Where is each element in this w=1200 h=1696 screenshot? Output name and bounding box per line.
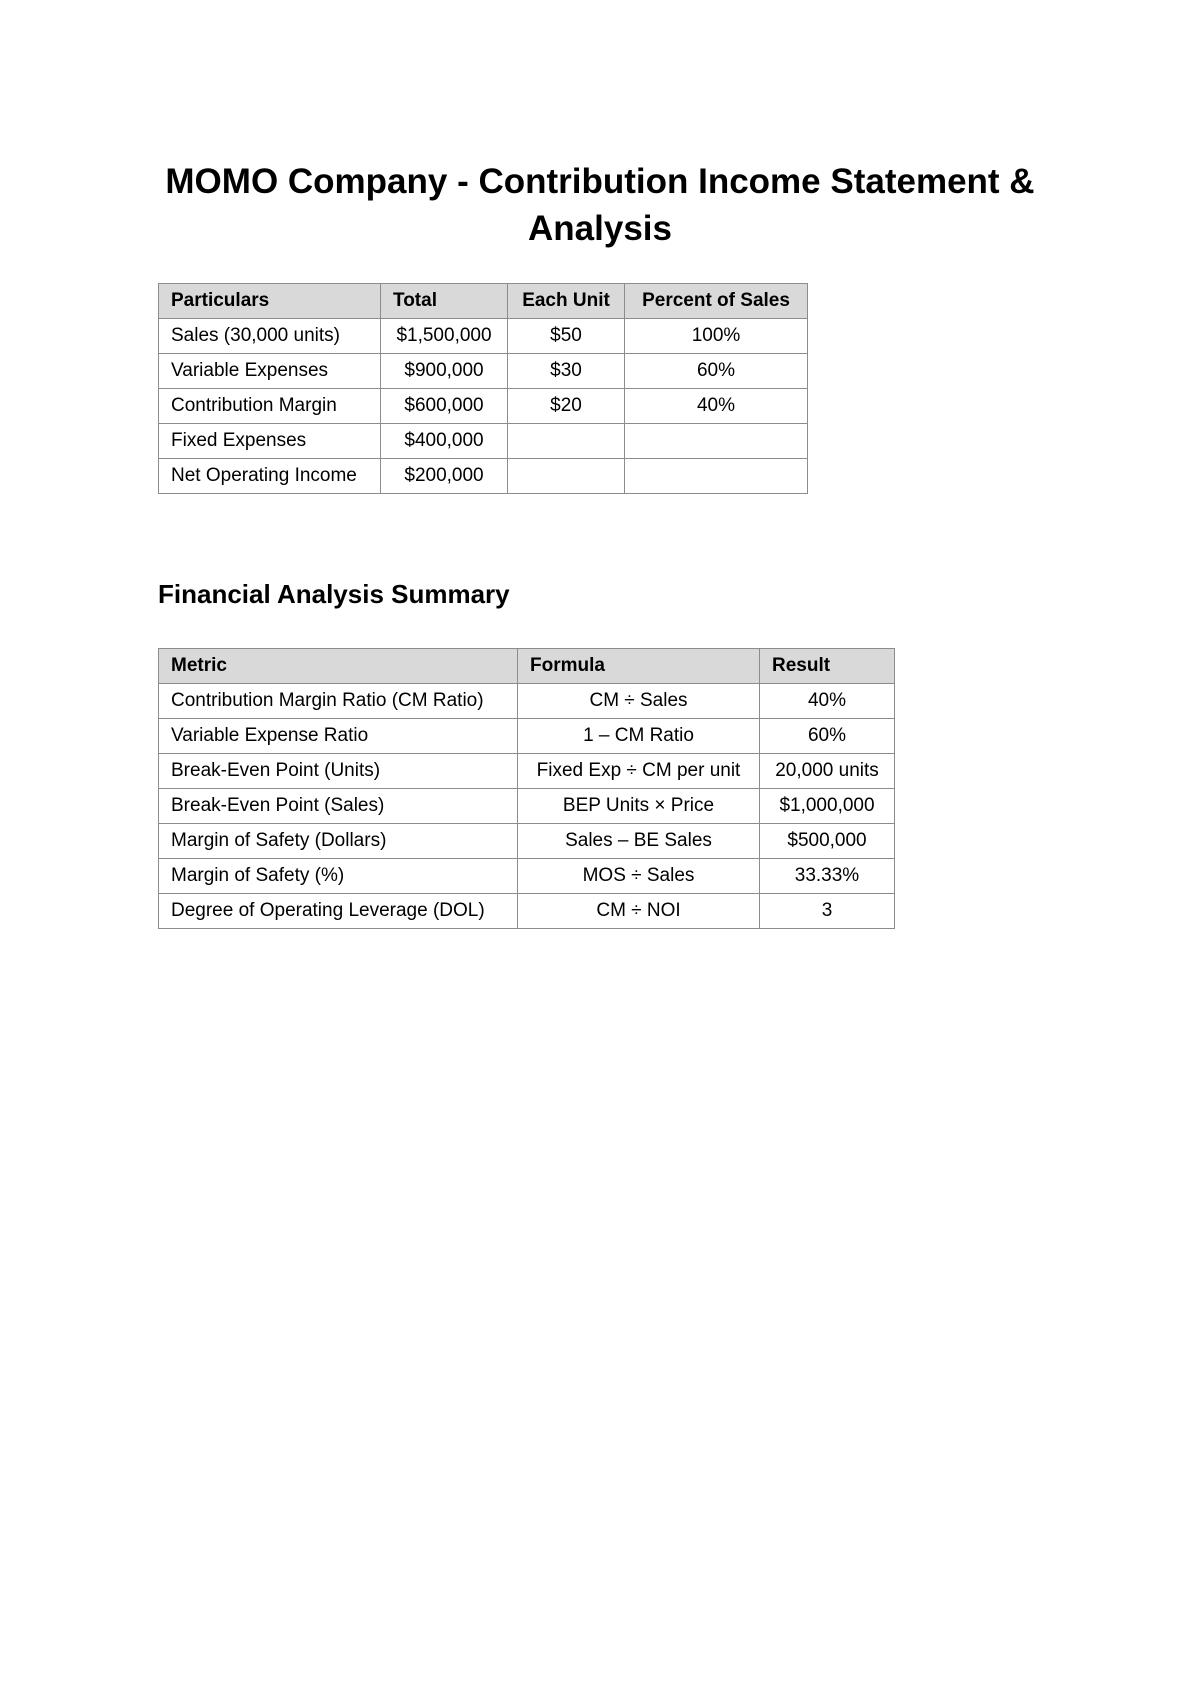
metric-cell: Degree of Operating Leverage (DOL)	[159, 894, 518, 929]
total-cell: $400,000	[381, 424, 508, 459]
table-header-row	[159, 649, 895, 684]
particulars-cell: Variable Expenses	[159, 354, 381, 389]
section-title: Financial Analysis Summary	[158, 579, 510, 609]
column-header-percent-of-sales: Percent of Sales	[625, 284, 808, 319]
column-header-result: Result	[760, 649, 895, 684]
particulars-cell: Sales (30,000 units)	[159, 319, 381, 354]
metric-cell: Contribution Margin Ratio (CM Ratio)	[159, 684, 518, 719]
total-cell: $900,000	[381, 354, 508, 389]
column-header-each-unit: Each Unit	[508, 284, 625, 319]
income-statement-table	[158, 283, 808, 494]
formula-cell: CM ÷ Sales	[518, 684, 760, 719]
metric-cell: Break-Even Point (Units)	[159, 754, 518, 789]
each-unit-cell: $20	[508, 389, 625, 424]
table-row	[159, 389, 808, 424]
total-cell: $200,000	[381, 459, 508, 494]
particulars-cell: Contribution Margin	[159, 389, 381, 424]
percent-cell: 100%	[625, 319, 808, 354]
table-row	[159, 859, 895, 894]
result-cell: 3	[760, 894, 895, 929]
formula-cell: CM ÷ NOI	[518, 894, 760, 929]
table-row	[159, 754, 895, 789]
percent-cell	[625, 459, 808, 494]
table-row	[159, 684, 895, 719]
table-row	[159, 319, 808, 354]
each-unit-cell	[508, 424, 625, 459]
table-row	[159, 789, 895, 824]
particulars-cell: Net Operating Income	[159, 459, 381, 494]
formula-cell: 1 – CM Ratio	[518, 719, 760, 754]
table-row	[159, 719, 895, 754]
table-row	[159, 459, 808, 494]
table-header-row	[159, 284, 808, 319]
result-cell: $1,000,000	[760, 789, 895, 824]
metric-cell: Margin of Safety (%)	[159, 859, 518, 894]
metric-cell: Variable Expense Ratio	[159, 719, 518, 754]
percent-cell	[625, 424, 808, 459]
formula-cell: BEP Units × Price	[518, 789, 760, 824]
total-cell: $600,000	[381, 389, 508, 424]
result-cell: 60%	[760, 719, 895, 754]
each-unit-cell: $50	[508, 319, 625, 354]
table-row	[159, 824, 895, 859]
column-header-metric: Metric	[159, 649, 518, 684]
result-cell: $500,000	[760, 824, 895, 859]
percent-cell: 40%	[625, 389, 808, 424]
column-header-particulars: Particulars	[159, 284, 381, 319]
metric-cell: Margin of Safety (Dollars)	[159, 824, 518, 859]
particulars-cell: Fixed Expenses	[159, 424, 381, 459]
analysis-summary-table	[158, 648, 895, 929]
table-row	[159, 424, 808, 459]
page-title: MOMO Company - Contribution Income Statement & Analysis	[165, 162, 1035, 248]
column-header-total: Total	[381, 284, 508, 319]
formula-cell: MOS ÷ Sales	[518, 859, 760, 894]
column-header-formula: Formula	[518, 649, 760, 684]
result-cell: 33.33%	[760, 859, 895, 894]
formula-cell: Sales – BE Sales	[518, 824, 760, 859]
each-unit-cell: $30	[508, 354, 625, 389]
metric-cell: Break-Even Point (Sales)	[159, 789, 518, 824]
each-unit-cell	[508, 459, 625, 494]
result-cell: 40%	[760, 684, 895, 719]
table-row	[159, 894, 895, 929]
formula-cell: Fixed Exp ÷ CM per unit	[518, 754, 760, 789]
percent-cell: 60%	[625, 354, 808, 389]
table-row	[159, 354, 808, 389]
total-cell: $1,500,000	[381, 319, 508, 354]
result-cell: 20,000 units	[760, 754, 895, 789]
